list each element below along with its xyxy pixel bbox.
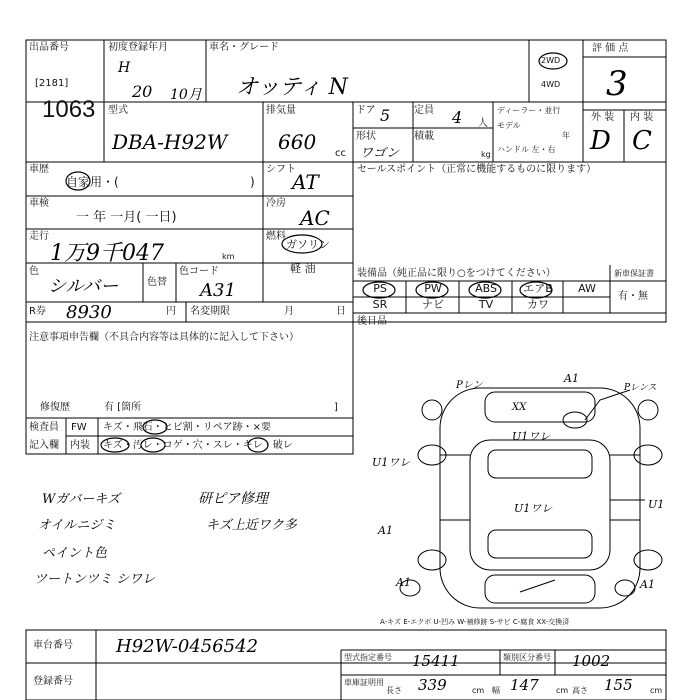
repair-history-label: 修復歴 bbox=[40, 402, 70, 413]
car-diagram bbox=[400, 388, 665, 608]
width-unit: cm bbox=[556, 686, 569, 695]
recycle-value: 8930 bbox=[66, 302, 112, 323]
diagram-mark: U1ワレ bbox=[514, 502, 553, 515]
door-label: ドア bbox=[356, 105, 376, 116]
ac-label: 冷房 bbox=[266, 198, 286, 209]
type-cert-label: 型式指定番号 bbox=[344, 653, 392, 662]
drive-2wd: 2WD bbox=[541, 56, 561, 65]
recycle-unit: 円 bbox=[166, 306, 176, 317]
interior-label: 内 装 bbox=[630, 112, 654, 123]
length-label: 長さ bbox=[386, 686, 402, 695]
note-left-2: オイルニジミ bbox=[38, 518, 116, 533]
mileage-unit: km bbox=[222, 252, 235, 261]
interior-grade: C bbox=[632, 126, 652, 156]
diagram-mark: A1 bbox=[640, 578, 655, 591]
first-registration-month: 10月 bbox=[170, 87, 202, 103]
equipment-pw: PW bbox=[424, 282, 442, 295]
repair-history-close: ] bbox=[334, 402, 338, 413]
equipment-ps: PS bbox=[373, 282, 387, 295]
interior-check-label: 内装 bbox=[70, 440, 90, 451]
color-change-label: 色替 bbox=[147, 277, 167, 288]
name-change-month: 月 bbox=[284, 306, 294, 317]
delivery-items-label: 後日品 bbox=[357, 316, 387, 327]
equipment-label: 装備品（純正品に限り○をつけてください） bbox=[357, 268, 556, 279]
equipment-tv: TV bbox=[478, 298, 494, 311]
mileage-value: 1万9千047 bbox=[50, 241, 164, 266]
grade-value: 3 bbox=[606, 64, 628, 104]
length-unit: cm bbox=[472, 686, 485, 695]
usage-label: 車歴 bbox=[29, 164, 49, 175]
grade-label: 評 価 点 bbox=[592, 43, 629, 54]
height-value: 155 bbox=[604, 676, 633, 694]
class-label: 類別区分番号 bbox=[503, 653, 551, 662]
model-label: 型式 bbox=[108, 105, 128, 116]
fuel-diesel: 軽 油 bbox=[290, 262, 316, 275]
name-change-day: 日 bbox=[336, 306, 346, 317]
load-unit: kg bbox=[481, 150, 491, 159]
diagram-mark: A1 bbox=[378, 524, 393, 537]
shift-label: シフト bbox=[266, 164, 296, 175]
note-right-2: キズ上近ワク多 bbox=[206, 518, 297, 533]
recycle-label: R券 bbox=[29, 306, 46, 317]
registration-label: 登録番号 bbox=[33, 676, 73, 687]
fw-label: FW bbox=[71, 422, 87, 433]
load-label: 積載 bbox=[414, 131, 434, 142]
capacity-value: 4 bbox=[452, 108, 463, 127]
handle-label: ハンドル 左・右 bbox=[497, 145, 556, 154]
mileage-label: 走行 bbox=[29, 231, 49, 242]
diagram-mark: U1 bbox=[648, 498, 665, 511]
width-value: 147 bbox=[510, 676, 539, 694]
lot-number: 1063 bbox=[42, 96, 96, 123]
displacement-label: 排気量 bbox=[266, 105, 296, 116]
diagram-mark: XX bbox=[512, 402, 527, 413]
first-registration-year: 20 bbox=[132, 82, 153, 101]
displacement-unit: cc bbox=[335, 148, 346, 159]
model-value: DBA-H92W bbox=[112, 130, 228, 154]
capacity-unit: 人 bbox=[478, 118, 488, 129]
capacity-label: 定員 bbox=[414, 105, 434, 116]
drive-4wd: 4WD bbox=[541, 80, 561, 89]
exterior-grade: D bbox=[590, 126, 611, 156]
checker-label-1: 検査員 bbox=[29, 422, 59, 433]
door-value: 5 bbox=[380, 106, 391, 125]
fw-options: キズ・飛石・ヒビ割・リペア跡・×要 bbox=[103, 422, 271, 433]
usage-value: 自家用・( bbox=[66, 175, 119, 189]
lot-sub-number: [2181] bbox=[35, 78, 69, 89]
equipment-aw: AW bbox=[578, 282, 596, 295]
note-right-1: 研ピア修理 bbox=[198, 491, 268, 507]
usage-close: ) bbox=[250, 175, 255, 189]
type-cert-value: 15411 bbox=[412, 652, 460, 670]
first-registration-label: 初度登録年月 bbox=[108, 42, 168, 53]
note-left-3: ペイント色 bbox=[42, 546, 108, 561]
sale-points-label: セールスポイント（正常に機能するものに限ります） bbox=[357, 164, 597, 175]
lot-number-label: 出品番号 bbox=[29, 42, 69, 53]
diagram-mark: A1 bbox=[564, 372, 579, 385]
shift-value: AT bbox=[292, 170, 319, 194]
first-registration-era: H bbox=[118, 60, 131, 76]
body-shape-value: ワゴン bbox=[360, 146, 400, 161]
diagram-legend: A-キズ E-エクボ U-凹み W-補修跡 S-サビ C-腐食 XX-交換済 bbox=[380, 618, 570, 626]
equipment-navi: ナビ bbox=[422, 298, 444, 311]
inspection-value: 一 年 一月( 一日) bbox=[76, 210, 177, 225]
car-name-label: 車名・グレード bbox=[209, 42, 279, 53]
body-shape-label: 形状 bbox=[356, 131, 376, 142]
color-code-value: A31 bbox=[200, 280, 236, 301]
length-value: 339 bbox=[418, 676, 447, 694]
exterior-label: 外 装 bbox=[591, 112, 615, 123]
equipment-sr: SR bbox=[372, 298, 388, 311]
diagram-mark: Pレンス bbox=[624, 383, 657, 393]
model-year-unit: 年 bbox=[562, 131, 570, 140]
height-label: 高さ bbox=[572, 686, 588, 695]
car-name-value: オッティ N bbox=[236, 75, 348, 100]
repair-history-value: 有 [箇所 bbox=[104, 402, 142, 413]
name-change-label: 名変期限 bbox=[190, 306, 230, 317]
displacement-value: 660 bbox=[278, 130, 317, 154]
color-code-label: 色コード bbox=[179, 266, 219, 277]
diagram-mark: A1 bbox=[396, 576, 411, 589]
width-label: 幅 bbox=[492, 686, 500, 695]
chassis-value: H92W-0456542 bbox=[116, 636, 259, 657]
note-left-4: ツートンツミ シワレ bbox=[34, 572, 156, 587]
note-left-1: Wガバーキズ bbox=[42, 492, 121, 507]
diagram-mark: U1ワレ bbox=[372, 456, 411, 469]
fuel-gasoline: ガソリン bbox=[286, 238, 330, 251]
interior-options: キズ・汚レ・コゲ・穴・スレ・キレ・破レ bbox=[103, 440, 293, 451]
color-label: 色 bbox=[29, 266, 39, 277]
fuel-label: 燃料 bbox=[266, 231, 286, 242]
diagram-mark: Pレン bbox=[456, 380, 483, 391]
dealer-label: ディーラー・並行 bbox=[497, 106, 561, 115]
chassis-label: 車台番号 bbox=[33, 640, 73, 651]
checker-label-2: 記入欄 bbox=[29, 440, 59, 451]
equipment-airbag: エアB bbox=[523, 282, 553, 295]
dims-label: 車庫証明用 bbox=[344, 678, 384, 687]
color-value: シルバー bbox=[48, 276, 119, 297]
height-unit: cm bbox=[650, 686, 663, 695]
new-car-warranty-label: 新車保証書 bbox=[614, 269, 654, 278]
ac-value: AC bbox=[300, 206, 330, 230]
diagram-mark: U1ワレ bbox=[512, 430, 551, 443]
new-car-warranty-value: 有・無 bbox=[618, 291, 648, 302]
class-value: 1002 bbox=[572, 652, 611, 670]
equipment-leather: カワ bbox=[527, 298, 549, 311]
equipment-abs: ABS bbox=[475, 282, 497, 295]
notes-label: 注意事項申告欄（不具合内容等は具体的に記入して下さい） bbox=[29, 332, 299, 343]
inspection-label: 車検 bbox=[29, 198, 49, 209]
model-year-label: モデル bbox=[497, 121, 521, 130]
